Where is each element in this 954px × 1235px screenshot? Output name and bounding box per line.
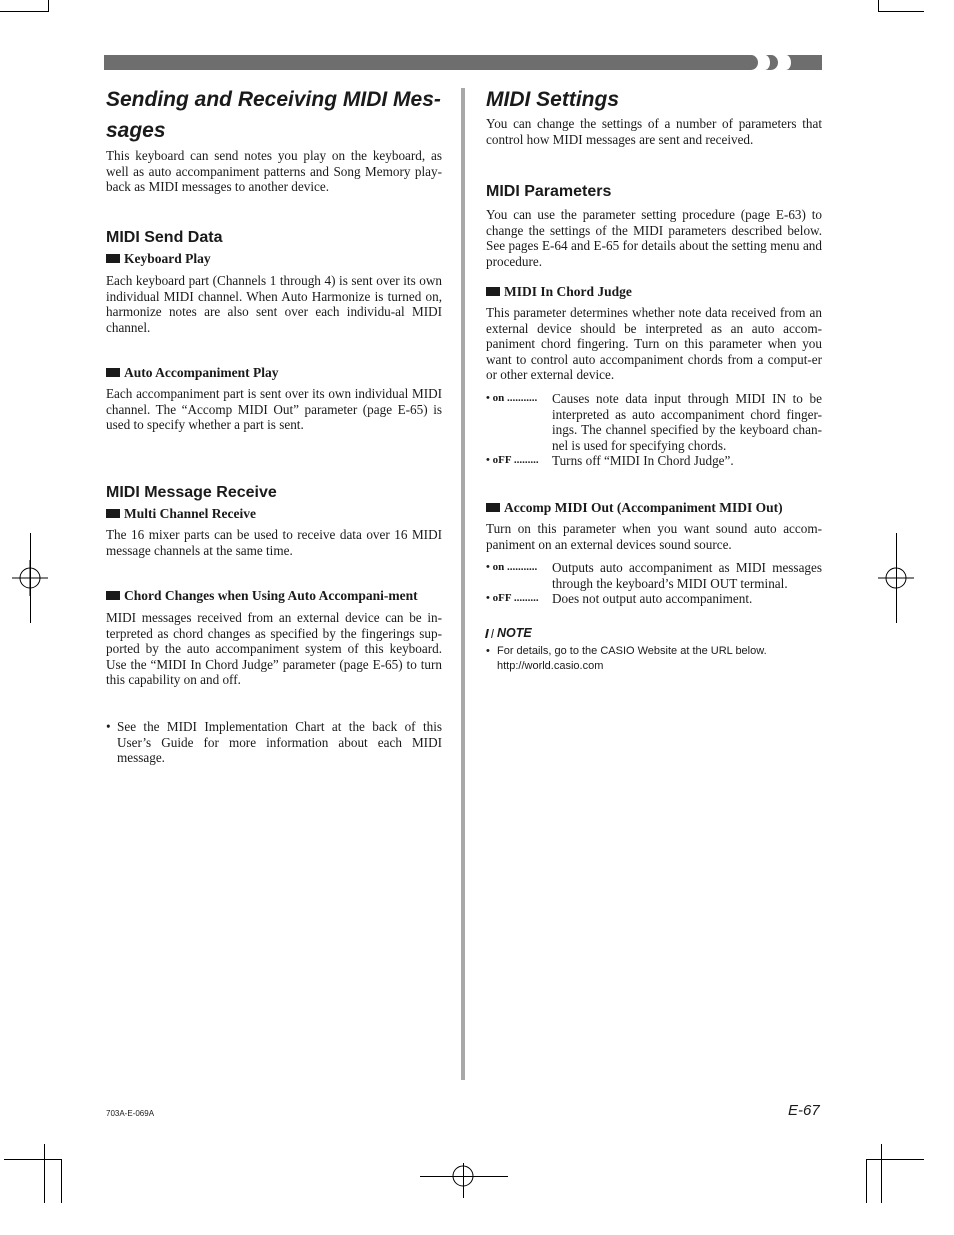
option-off (486, 591, 822, 607)
keyboard-play-heading (106, 251, 442, 267)
crop-mark (0, 11, 49, 12)
midi-in-chord-judge-heading (486, 284, 822, 300)
page-number: E-67 (788, 1102, 820, 1119)
left-intro-block (106, 148, 442, 195)
right-intro-text: You can change the settings of a number of parameters that control how MIDI messages are sent and received. (486, 116, 822, 147)
multi-channel-receive-text: The 16 mixer parts can be used to receive data over 16 MIDI message channels at the same time. (106, 527, 442, 558)
midi-parameters-block (486, 182, 822, 269)
keyboard-play-text: Each keyboard part (Channels 1 through 4) is sent over its own individual MIDI channel. When Auto Harmonize is turned on, harmonize notes are also sent over each individu-al MIDI channel. (106, 273, 442, 335)
midi-parameters-text: You can use the parameter setting procedure (page E-63) to change the settings of the MIDI parameters described below. See pages E-64 and E-65 for details about the setting menu and procedure. (486, 207, 822, 269)
crop-mark (420, 1176, 508, 1177)
crop-mark (463, 1163, 464, 1198)
midi-send-block (106, 228, 442, 248)
auto-accompaniment-play-text: Each accompaniment part is sent over its own individual MIDI channel. The “Accomp MIDI Out” parameter (page E-65) is used to specify whether a part is sent. (106, 386, 442, 433)
bullet-dot: • (486, 645, 490, 657)
bullet-dot: • (106, 719, 111, 734)
column-divider (461, 88, 465, 1080)
square-bullet-icon (106, 254, 120, 263)
note-icon (485, 629, 494, 638)
option-key: • oFF ......... (486, 592, 539, 605)
accomp-midi-out-block (486, 500, 822, 607)
right-column (486, 84, 822, 115)
heading-text: Chord Changes when Using Auto Accompani-ment (124, 588, 418, 603)
crop-mark (61, 1159, 62, 1203)
midi-parameters-heading: MIDI Parameters (486, 183, 612, 200)
crop-mark (48, 0, 49, 11)
midi-send-data-heading: MIDI Send Data (106, 229, 223, 246)
chord-changes-heading (106, 588, 442, 604)
right-intro-block (486, 116, 822, 147)
crop-mark (878, 0, 879, 11)
note-line-1: For details, go to the CASIO Website at the URL below. (497, 645, 767, 657)
option-on (486, 391, 822, 453)
heading-text: Auto Accompaniment Play (124, 365, 279, 380)
crop-mark (44, 1144, 45, 1203)
heading-text: Accomp MIDI Out (Accompaniment MIDI Out) (504, 500, 783, 515)
heading-text: MIDI In Chord Judge (504, 284, 632, 299)
crop-mark (866, 1159, 867, 1203)
section-title-midi-settings: MIDI Settings (486, 88, 620, 111)
square-bullet-icon (486, 287, 500, 296)
midi-in-chord-judge-block (486, 284, 822, 469)
option-desc: Causes note data input through MIDI IN to be interpreted as auto accompaniment chord finger-ings. The channel specified by the keyboard chan-nel is used for specifying chords. (552, 390, 822, 453)
title-line-1: Sending and Receiving MIDI Mes- (106, 88, 441, 111)
square-bullet-icon (106, 509, 120, 518)
auto-accompaniment-play-heading (106, 365, 442, 381)
chord-judge-options (486, 391, 822, 469)
chord-changes-block (106, 588, 442, 688)
square-bullet-icon (486, 503, 500, 512)
bullet-text: See the MIDI Implementation Chart at the back of this User’s Guide for more information about each MIDI message. (117, 719, 442, 766)
option-key: • on ........... (486, 391, 538, 404)
option-desc: Turns off “MIDI In Chord Judge”. (552, 453, 734, 469)
midi-chart-bullet (106, 719, 442, 766)
chord-changes-text: MIDI messages received from an external device can be in-terpreted as chord changes as specified by the fingerings sup-ported by the auto accompaniment system of this keyboard. Use the “MIDI In Chord Judge” parameter (page E-65) to turn this capability on and off. (106, 610, 442, 688)
accomp-midi-out-text: Turn on this parameter when you want sound auto accom-paniment on an external devices sound source. (486, 521, 822, 552)
section-title-sending-receiving (106, 84, 442, 146)
document-code: 703A-E-069A (106, 1109, 155, 1118)
option-desc: Does not output auto accompaniment. (552, 591, 753, 607)
note-item (486, 644, 822, 674)
midi-in-chord-judge-text: This parameter determines whether note data received from an external device should be interpreted as an auto accom-paniment chord fingering. Turn on this parameter when you want to control auto accompaniment chords from a comput-er or other external device. (486, 305, 822, 383)
midi-receive-block (106, 483, 442, 503)
accomp-out-options (486, 560, 822, 607)
option-key: • oFF ......... (486, 454, 539, 467)
left-column (106, 84, 442, 146)
midi-message-receive-heading: MIDI Message Receive (106, 484, 277, 501)
crop-mark (866, 1159, 924, 1160)
heading-text: Keyboard Play (124, 251, 211, 266)
crop-mark (4, 1159, 62, 1160)
bullet-item (106, 719, 442, 766)
note-heading-text: NOTE (497, 626, 532, 640)
crop-mark (30, 533, 31, 623)
heading-text: Multi Channel Receive (124, 506, 256, 521)
note-url: http://world.casio.com (497, 660, 604, 672)
note-block (486, 626, 822, 674)
crop-mark (881, 1144, 882, 1203)
accomp-midi-out-heading (486, 500, 822, 516)
note-heading (486, 626, 822, 641)
square-bullet-icon (106, 368, 120, 377)
keyboard-play-block (106, 251, 442, 335)
crop-mark (896, 533, 897, 623)
note-text (497, 644, 767, 674)
option-off (486, 453, 822, 469)
left-intro-text: This keyboard can send notes you play on the keyboard, as well as auto accompaniment patterns and Song Memory play-back as MIDI messages to another device. (106, 148, 442, 195)
multi-channel-receive-block (106, 506, 442, 558)
title-line-2: sages (106, 119, 166, 142)
option-on (486, 560, 822, 591)
option-key: • on ........... (486, 561, 538, 574)
crop-mark (878, 11, 924, 12)
auto-accompaniment-play-block (106, 365, 442, 433)
multi-channel-receive-heading (106, 506, 442, 522)
square-bullet-icon (106, 591, 120, 600)
option-desc: Outputs auto accompaniment as MIDI messages through the keyboard’s MIDI OUT terminal. (552, 560, 822, 591)
header-band (104, 55, 822, 70)
